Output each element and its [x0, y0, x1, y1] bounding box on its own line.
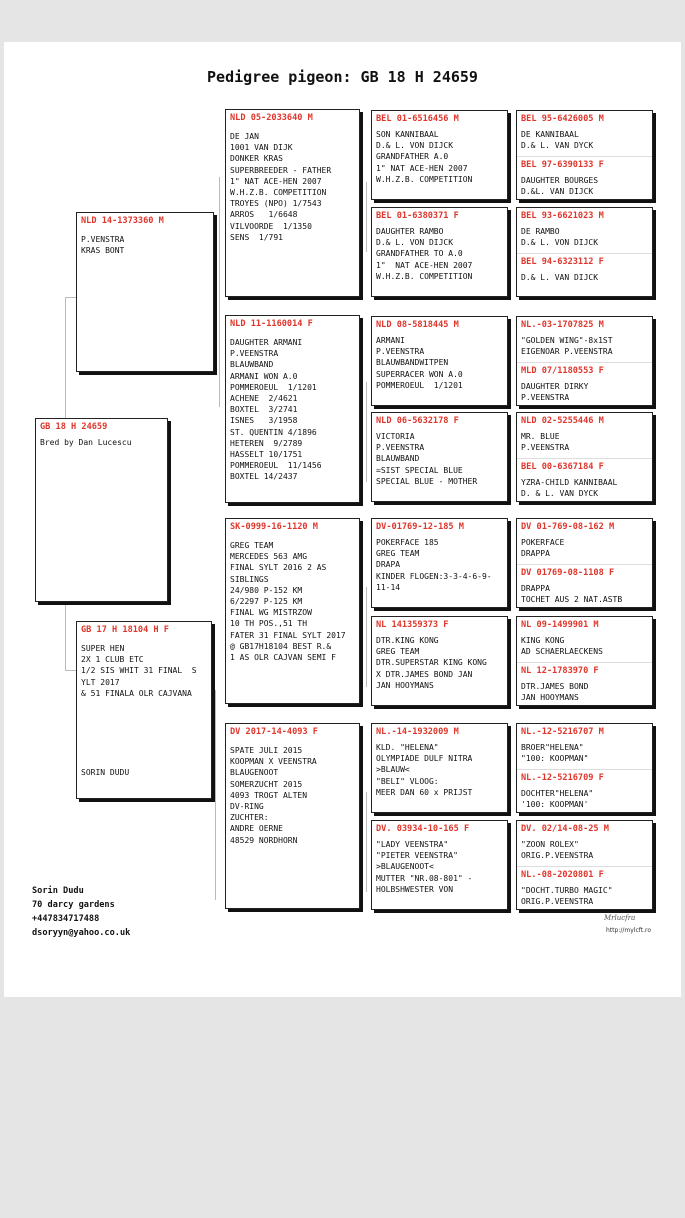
- gen4-box: [371, 207, 508, 297]
- gen4-box: [371, 616, 508, 706]
- pigeon-notes: DAUGHTER BOURGES D.&L. VAN DIJCK: [521, 176, 599, 197]
- page-title: Pedigree pigeon: GB 18 H 24659: [207, 68, 478, 86]
- pigeon-notes: YZRA-CHILD KANNIBAAL D. & L. VAN DYCK: [521, 478, 618, 499]
- ring-number: NLD 05-2033640 M: [230, 113, 313, 123]
- ring-number: BEL 97-6390133 F: [521, 160, 604, 170]
- ring-number: DV 01769-08-1108 F: [521, 568, 615, 578]
- ring-number: BEL 94-6323112 F: [521, 257, 604, 267]
- ring-number: NL.-12-5216707 M: [521, 727, 604, 737]
- gen4-box: [371, 820, 508, 910]
- ring-number: NLD 02-5255446 M: [521, 416, 604, 426]
- gen5-pair-box: [516, 207, 653, 297]
- pigeon-notes: "ZOON ROLEX" ORIG.P.VEENSTRA: [521, 840, 594, 861]
- pigeon-notes: DTR.JAMES BOND JAN HOOYMANS: [521, 682, 589, 703]
- ring-number: NL.-14-1932009 M: [376, 727, 459, 737]
- ring-number: NLD 14-1373360 M: [81, 216, 164, 226]
- gen5-pair-box: [516, 316, 653, 406]
- signature: Mrlucfra: [604, 914, 636, 922]
- ring-number: NL.-03-1707825 M: [521, 320, 604, 330]
- connector: [219, 177, 220, 407]
- ring-number: BEL 00-6367184 F: [521, 462, 604, 472]
- ring-number: BEL 93-6621023 M: [521, 211, 604, 221]
- gen4-box: [371, 316, 508, 406]
- gen5-pair-box: [516, 616, 653, 706]
- connector: [366, 182, 367, 252]
- gen4-box: [371, 412, 508, 502]
- ring-number: DV 2017-14-4093 F: [230, 727, 318, 737]
- ring-number: DV. 03934-10-165 F: [376, 824, 470, 834]
- pigeon-notes: DTR.KING KONG GREG TEAM DTR.SUPERSTAR KING KONG X DTR.JAMES BOND JAN JAN HOOYMANS: [376, 636, 487, 690]
- site-url: http://mylcft.ro: [606, 927, 652, 934]
- gen5-pair-box: [516, 518, 653, 608]
- gen4-box: [371, 110, 508, 200]
- pigeon-notes: SPATE JULI 2015 KOOPMAN X VEENSTRA BLAUGENOOT SOMERZUCHT 2015 4093 TROGT ALTEN DV-RING ZUCHTER: ANDRE OERNE 48529 NORDHORN: [230, 746, 317, 845]
- sire-box: [76, 212, 214, 372]
- pigeon-notes: DRAPPA TOCHET AUS 2 NAT.ASTB: [521, 584, 623, 605]
- pigeon-notes: Bred by Dan Lucescu: [40, 438, 132, 447]
- pigeon-notes: "LADY VEENSTRA" "PIETER VEENSTRA" >BLAUGENOOT< MUTTER "NR.08-801" - HOLBSHWESTER VON: [376, 840, 473, 894]
- pigeon-notes: DAUGHTER ARMANI P.VEENSTRA BLAUWBAND ARMANI WON A.0 POMMEROEUL 1/1201 ACHENE 2/4621 BOXTEL 3/2741 ISNES 3/1958 ST. QUENTIN 4/1896 HETEREN 9/2789 HASSELT 10/1751 POMMEROEUL 11/1456 BOXTEL 14/2437: [230, 338, 322, 482]
- ring-number: DV. 02/14-08-25 M: [521, 824, 609, 834]
- ring-number: GB 17 H 18104 H F: [81, 625, 169, 635]
- gen4-box: [371, 723, 508, 813]
- gen4-box: [371, 518, 508, 608]
- dam-box: [76, 621, 212, 799]
- pigeon-notes-owner: SORIN DUDU: [81, 768, 130, 778]
- pigeon-notes: POKERFACE DRAPPA: [521, 538, 565, 559]
- pigeon-notes: BROER"HELENA" "100: KOOPMAN": [521, 743, 589, 764]
- owner-contact: Sorin Dudu 70 darcy gardens +447834717488 dsoryyn@yahoo.co.uk: [32, 886, 131, 938]
- gen3-box: [225, 109, 360, 297]
- ring-number: DV-01769-12-185 M: [376, 522, 464, 532]
- pigeon-notes: DE KANNIBAAL D.& L. VAN DYCK: [521, 130, 594, 151]
- pigeon-notes: DAUGHTER RAMBO D.& L. VON DIJCK GRANDFATHER TO A.0 1" NAT ACE-HEN 2007 W.H.Z.B. COMPETITION: [376, 227, 473, 281]
- pigeon-notes: GREG TEAM MERCEDES 563 AMG FINAL SYLT 2016 2 AS SIBLINGS 24/980 P-152 KM 6/2297 P-125 KM FINAL WG MISTRZOW 10 TH POS.,51 TH FATER 31 FINAL SYLT 2017 @ GB17H18104 BEST R.& 1 AS OLR CAJVAN SEMI F: [230, 541, 346, 663]
- pigeon-notes: DE JAN 1001 VAN DIJK DONKER KRAS SUPERBREEDER - FATHER 1" NAT ACE-HEN 2007 W.H.Z.B. COMPETITION TROYES (NPO) 1/7543 ARROS 1/6648 VILVOORDE 1/1350 SENS 1/791: [230, 132, 332, 242]
- pigeon-notes: KLD. "HELENA" OLYMPIADE DULF NITRA >BLAUW< "BELI" VLOOG: MEER DAN 60 x PRIJST: [376, 743, 473, 797]
- ring-number: BEL 01-6380371 F: [376, 211, 459, 221]
- ring-number: NLD 08-5818445 M: [376, 320, 459, 330]
- pigeon-notes: SUPER HEN 2X 1 CLUB ETC 1/2 SIS WHIT 31 FINAL S YLT 2017 & 51 FINALA OLR CAJVANA: [81, 644, 197, 698]
- pigeon-notes: POKERFACE 185 GREG TEAM DRAPA KINDER FLOGEN:3-3-4-6-9- 11-14: [376, 538, 492, 592]
- ring-number: DV 01-769-08-162 M: [521, 522, 615, 532]
- gen3-box: [225, 723, 360, 909]
- ring-number: MLD 07/1180553 F: [521, 366, 604, 376]
- pigeon-notes: DAUGHTER DIRKY P.VEENSTRA: [521, 382, 589, 403]
- pedigree-page: [4, 42, 681, 997]
- connector: [366, 382, 367, 482]
- gen5-pair-box: [516, 110, 653, 200]
- ring-number: NLD 11-1160014 F: [230, 319, 313, 329]
- ring-number: NLD 06-5632178 F: [376, 416, 459, 426]
- pigeon-notes: VICTORIA P.VEENSTRA BLAUWBAND =SIST SPECIAL BLUE SPECIAL BLUE - MOTHER: [376, 432, 478, 486]
- pigeon-notes: "DOCHT.TURBO MAGIC" ORIG.P.VEENSTRA: [521, 886, 613, 907]
- ring-number: NL 141359373 F: [376, 620, 449, 630]
- pigeon-notes: DE RAMBO D.& L. VON DIJCK: [521, 227, 599, 248]
- gen3-box: [225, 518, 360, 704]
- connector: [215, 690, 216, 900]
- ring-number: BEL 01-6516456 M: [376, 114, 459, 124]
- pigeon-notes: "GOLDEN WING"-8x1ST EIGENOAR P.VEENSTRA: [521, 336, 613, 357]
- connector: [366, 792, 367, 892]
- ring-number: NL.-12-5216709 F: [521, 773, 604, 783]
- ring-number: BEL 95-6426005 M: [521, 114, 604, 124]
- ring-number: GB 18 H 24659: [40, 422, 108, 432]
- connector: [366, 587, 367, 687]
- pigeon-notes: DOCHTER"HELENA" '100: KOOPMAN': [521, 789, 594, 810]
- gen5-pair-box: [516, 820, 653, 910]
- pigeon-notes: D.& L. VAN DIJCK: [521, 273, 599, 282]
- ring-number: SK-0999-16-1120 M: [230, 522, 318, 532]
- gen5-pair-box: [516, 412, 653, 502]
- pigeon-notes: P.VENSTRA KRAS BONT: [81, 235, 125, 256]
- subject-pigeon-box: [35, 418, 168, 602]
- gen5-pair-box: [516, 723, 653, 813]
- pigeon-notes: SON KANNIBAAL D.& L. VON DIJCK GRANDFATHER A.0 1" NAT ACE-HEN 2007 W.H.Z.B. COMPETITION: [376, 130, 473, 184]
- gen3-box: [225, 315, 360, 503]
- pigeon-notes: KING KONG AD SCHAERLAECKENS: [521, 636, 603, 657]
- ring-number: NL.-08-2020801 F: [521, 870, 604, 880]
- ring-number: NL 09-1499901 M: [521, 620, 599, 630]
- pigeon-notes: MR. BLUE P.VEENSTRA: [521, 432, 570, 453]
- ring-number: NL 12-1783970 F: [521, 666, 599, 676]
- pigeon-notes: ARMANI P.VEENSTRA BLAUWBANDWITPEN SUPERRACER WON A.0 POMMEROEUL 1/1201: [376, 336, 463, 390]
